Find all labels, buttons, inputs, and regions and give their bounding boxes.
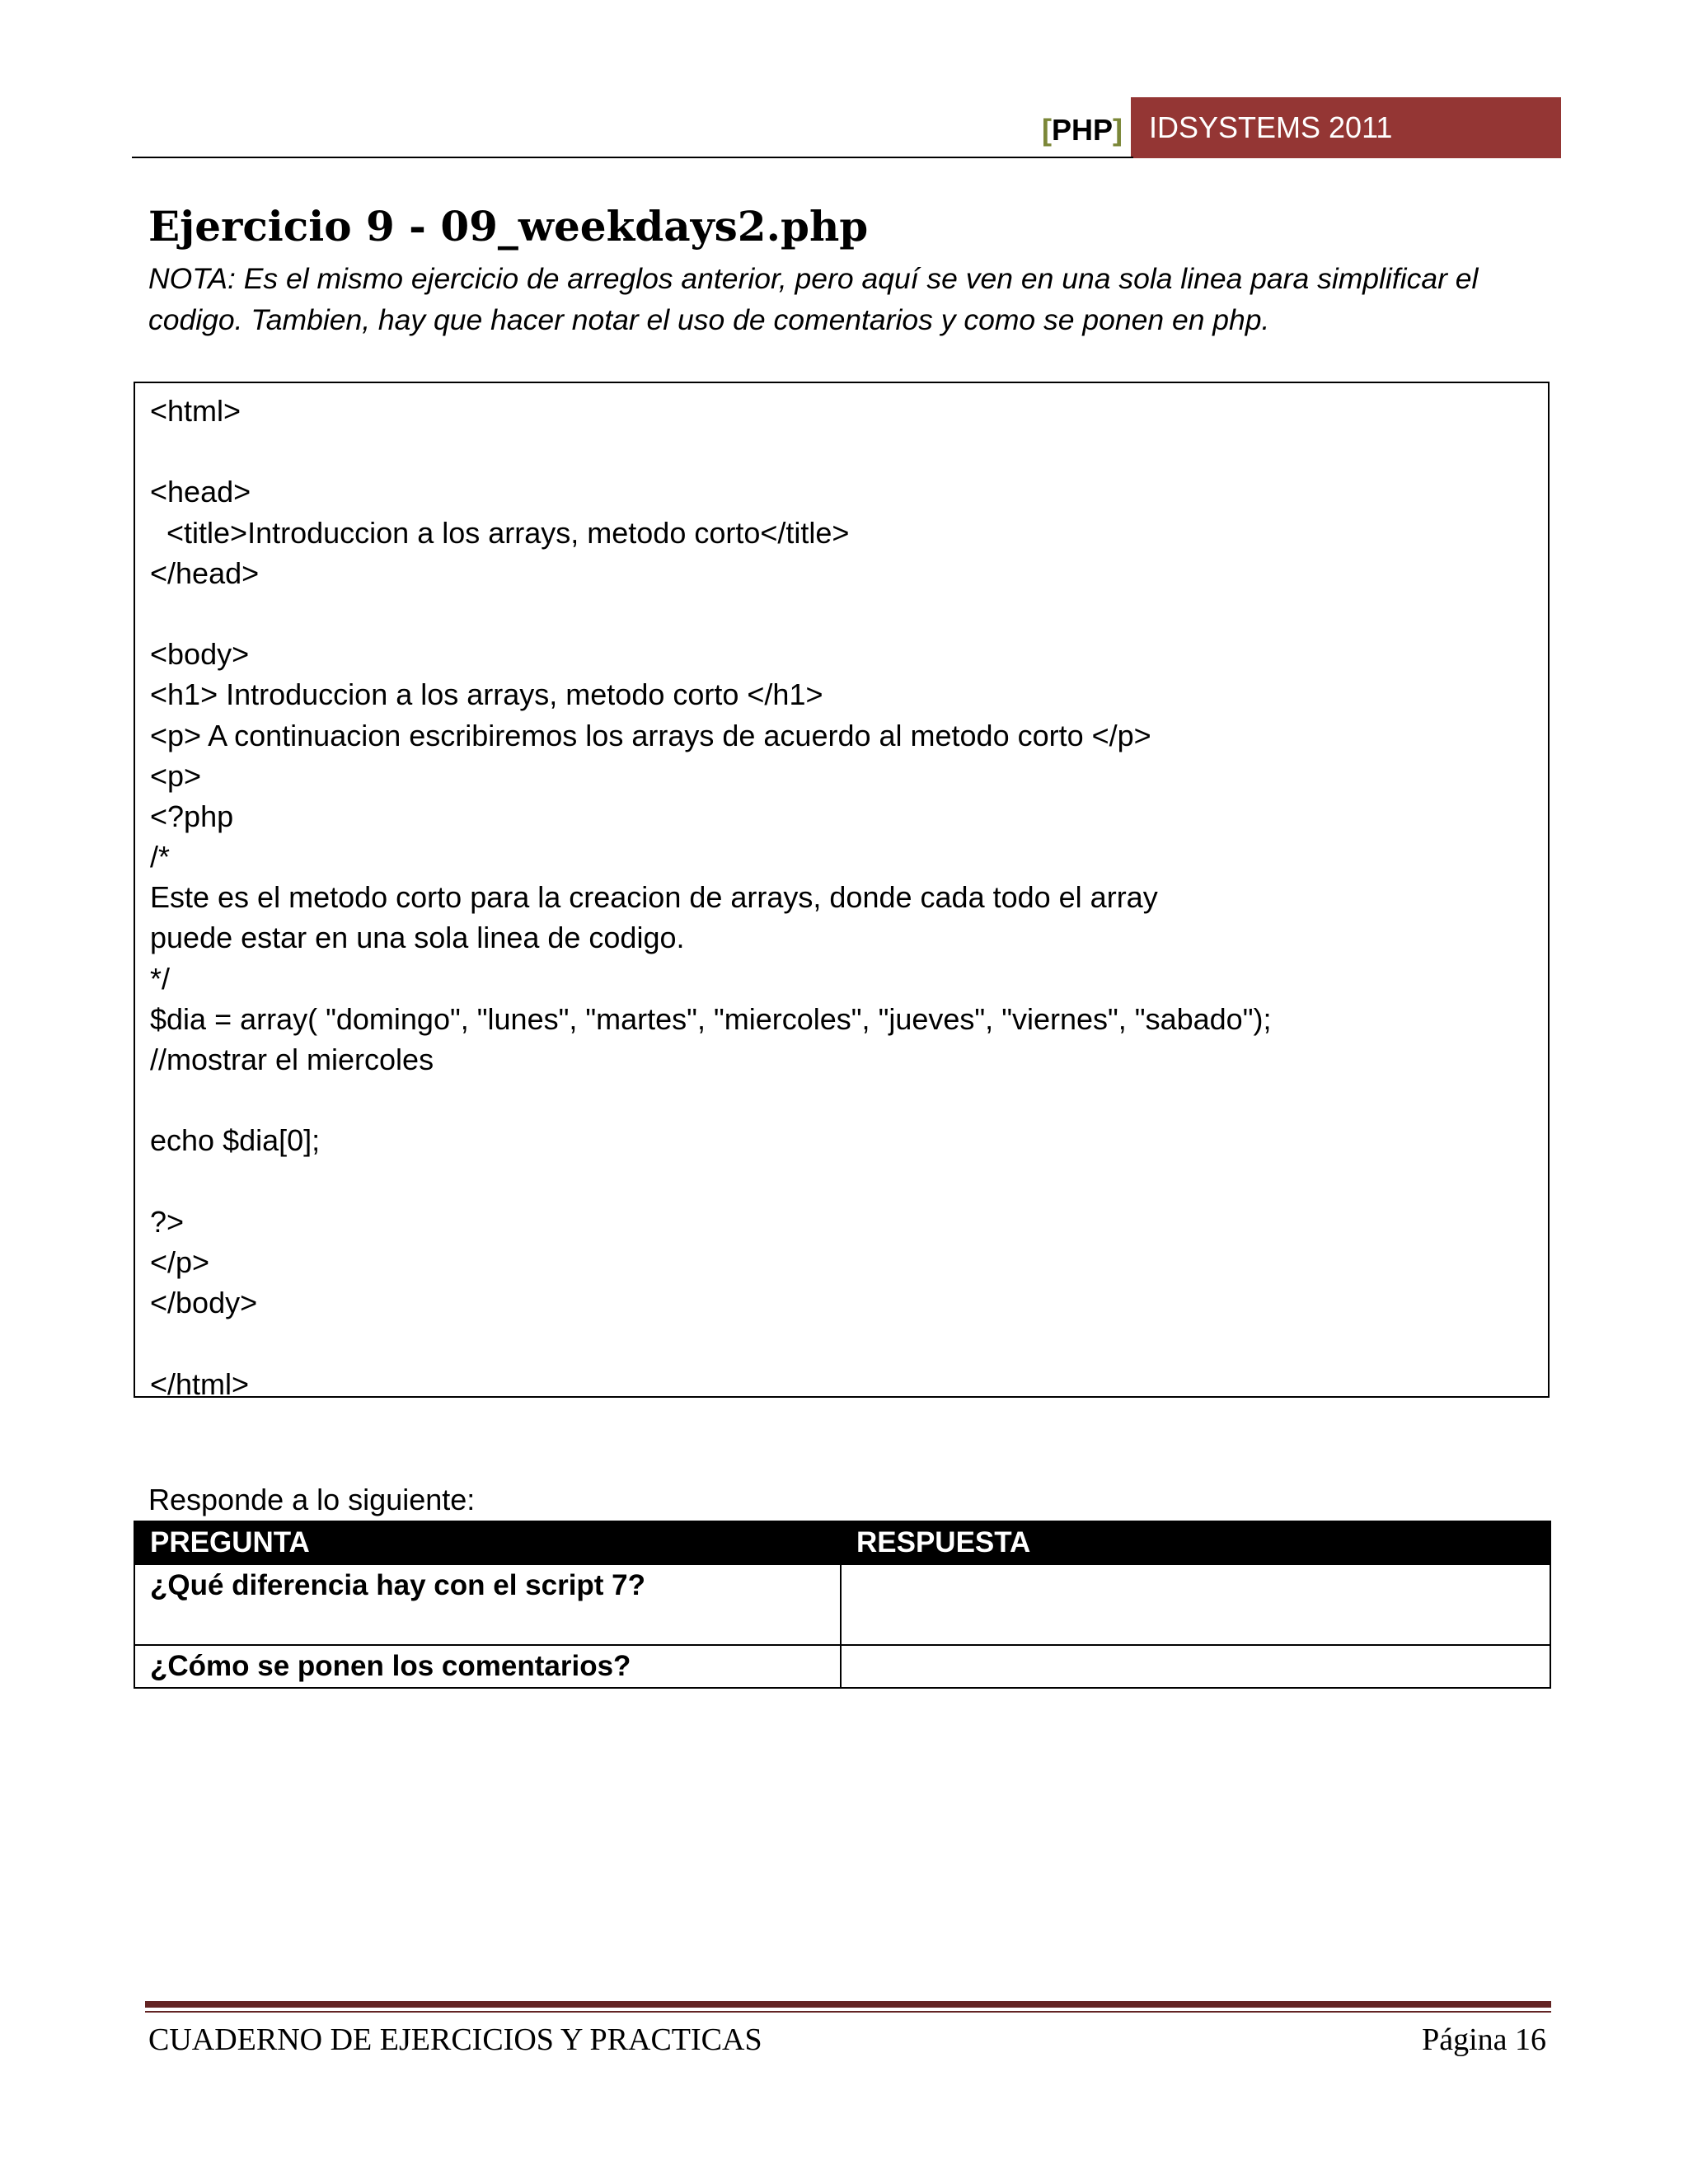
code-line: <title>Introduccion a los arrays, metodo corto</title> [150, 515, 850, 550]
questions-table [134, 1521, 1551, 1689]
code-line: ?> [150, 1204, 185, 1239]
code-line: echo $dia[0]; [150, 1123, 321, 1158]
header-rule [132, 157, 1133, 158]
code-line: Este es el metodo corto para la creacion de arrays, donde cada todo el array [150, 880, 1158, 915]
code-line: </body> [150, 1286, 258, 1320]
code-line: </p> [150, 1244, 210, 1279]
column-header-answer: RESPUESTA [841, 1521, 1550, 1564]
header-tag-text: PHP [1051, 113, 1113, 147]
question-cell: ¿Qué diferencia hay con el script 7? [134, 1564, 841, 1645]
table-header-row [134, 1521, 1550, 1564]
exercise-note [148, 258, 1541, 340]
footer-book-title: CUADERNO DE EJERCICIOS Y PRACTICAS [148, 2022, 762, 2057]
bracket-open: [ [1041, 113, 1052, 147]
code-line [150, 431, 1548, 471]
footer-rule-thick [145, 2001, 1551, 2008]
code-line: <p> [150, 758, 202, 793]
code-line: <head> [150, 475, 251, 509]
code-line: </head> [150, 555, 260, 590]
code-line: <?php [150, 799, 234, 833]
questions-prompt: Responde a lo siguiente: [148, 1483, 476, 1516]
code-line: <p> A continuacion escribiremos los arrays de acuerdo al metodo corto </p> [150, 718, 1151, 752]
exercise-title: Ejercicio 9 - 09_weekdays2.php [148, 202, 869, 251]
table-row [134, 1645, 1550, 1688]
bracket-close: ] [1113, 113, 1123, 147]
answer-cell[interactable] [841, 1564, 1550, 1645]
code-line: //mostrar el miercoles [150, 1043, 434, 1076]
note-line: codigo. Tambien, hay que hacer notar el uso de comentarios y como se ponen en php. [148, 303, 1270, 336]
code-line [150, 593, 1548, 634]
header-tag [1020, 105, 1123, 155]
code-line [150, 1080, 1548, 1120]
column-header-question: PREGUNTA [134, 1521, 841, 1564]
code-listing [134, 382, 1550, 1401]
note-line: NOTA: Es el mismo ejercicio de arreglos anterior, pero aquí se ven en una sola linea para simplificar el [148, 262, 1479, 295]
code-line [150, 1323, 1548, 1363]
footer-rule-thin [145, 2011, 1551, 2013]
code-line: puede estar en una sola linea de codigo. [150, 921, 685, 955]
table-row [134, 1564, 1550, 1645]
header-banner: IDSYSTEMS 2011 [1131, 97, 1561, 158]
code-line: */ [150, 961, 171, 996]
answer-cell[interactable] [841, 1645, 1550, 1688]
code-line: <h1> Introduccion a los arrays, metodo corto </h1> [150, 677, 823, 712]
footer-page-number: Página 16 [1422, 2022, 1546, 2057]
code-line: /* [150, 840, 171, 874]
code-line: </html> [150, 1366, 250, 1401]
code-line [150, 1161, 1548, 1202]
question-cell: ¿Cómo se ponen los comentarios? [134, 1645, 841, 1688]
code-line: $dia = array( "domingo", "lunes", "martes", "miercoles", "jueves", "viernes", "sabado"); [150, 1001, 1272, 1036]
code-line: <html> [150, 394, 241, 428]
code-line: <body> [150, 637, 250, 672]
